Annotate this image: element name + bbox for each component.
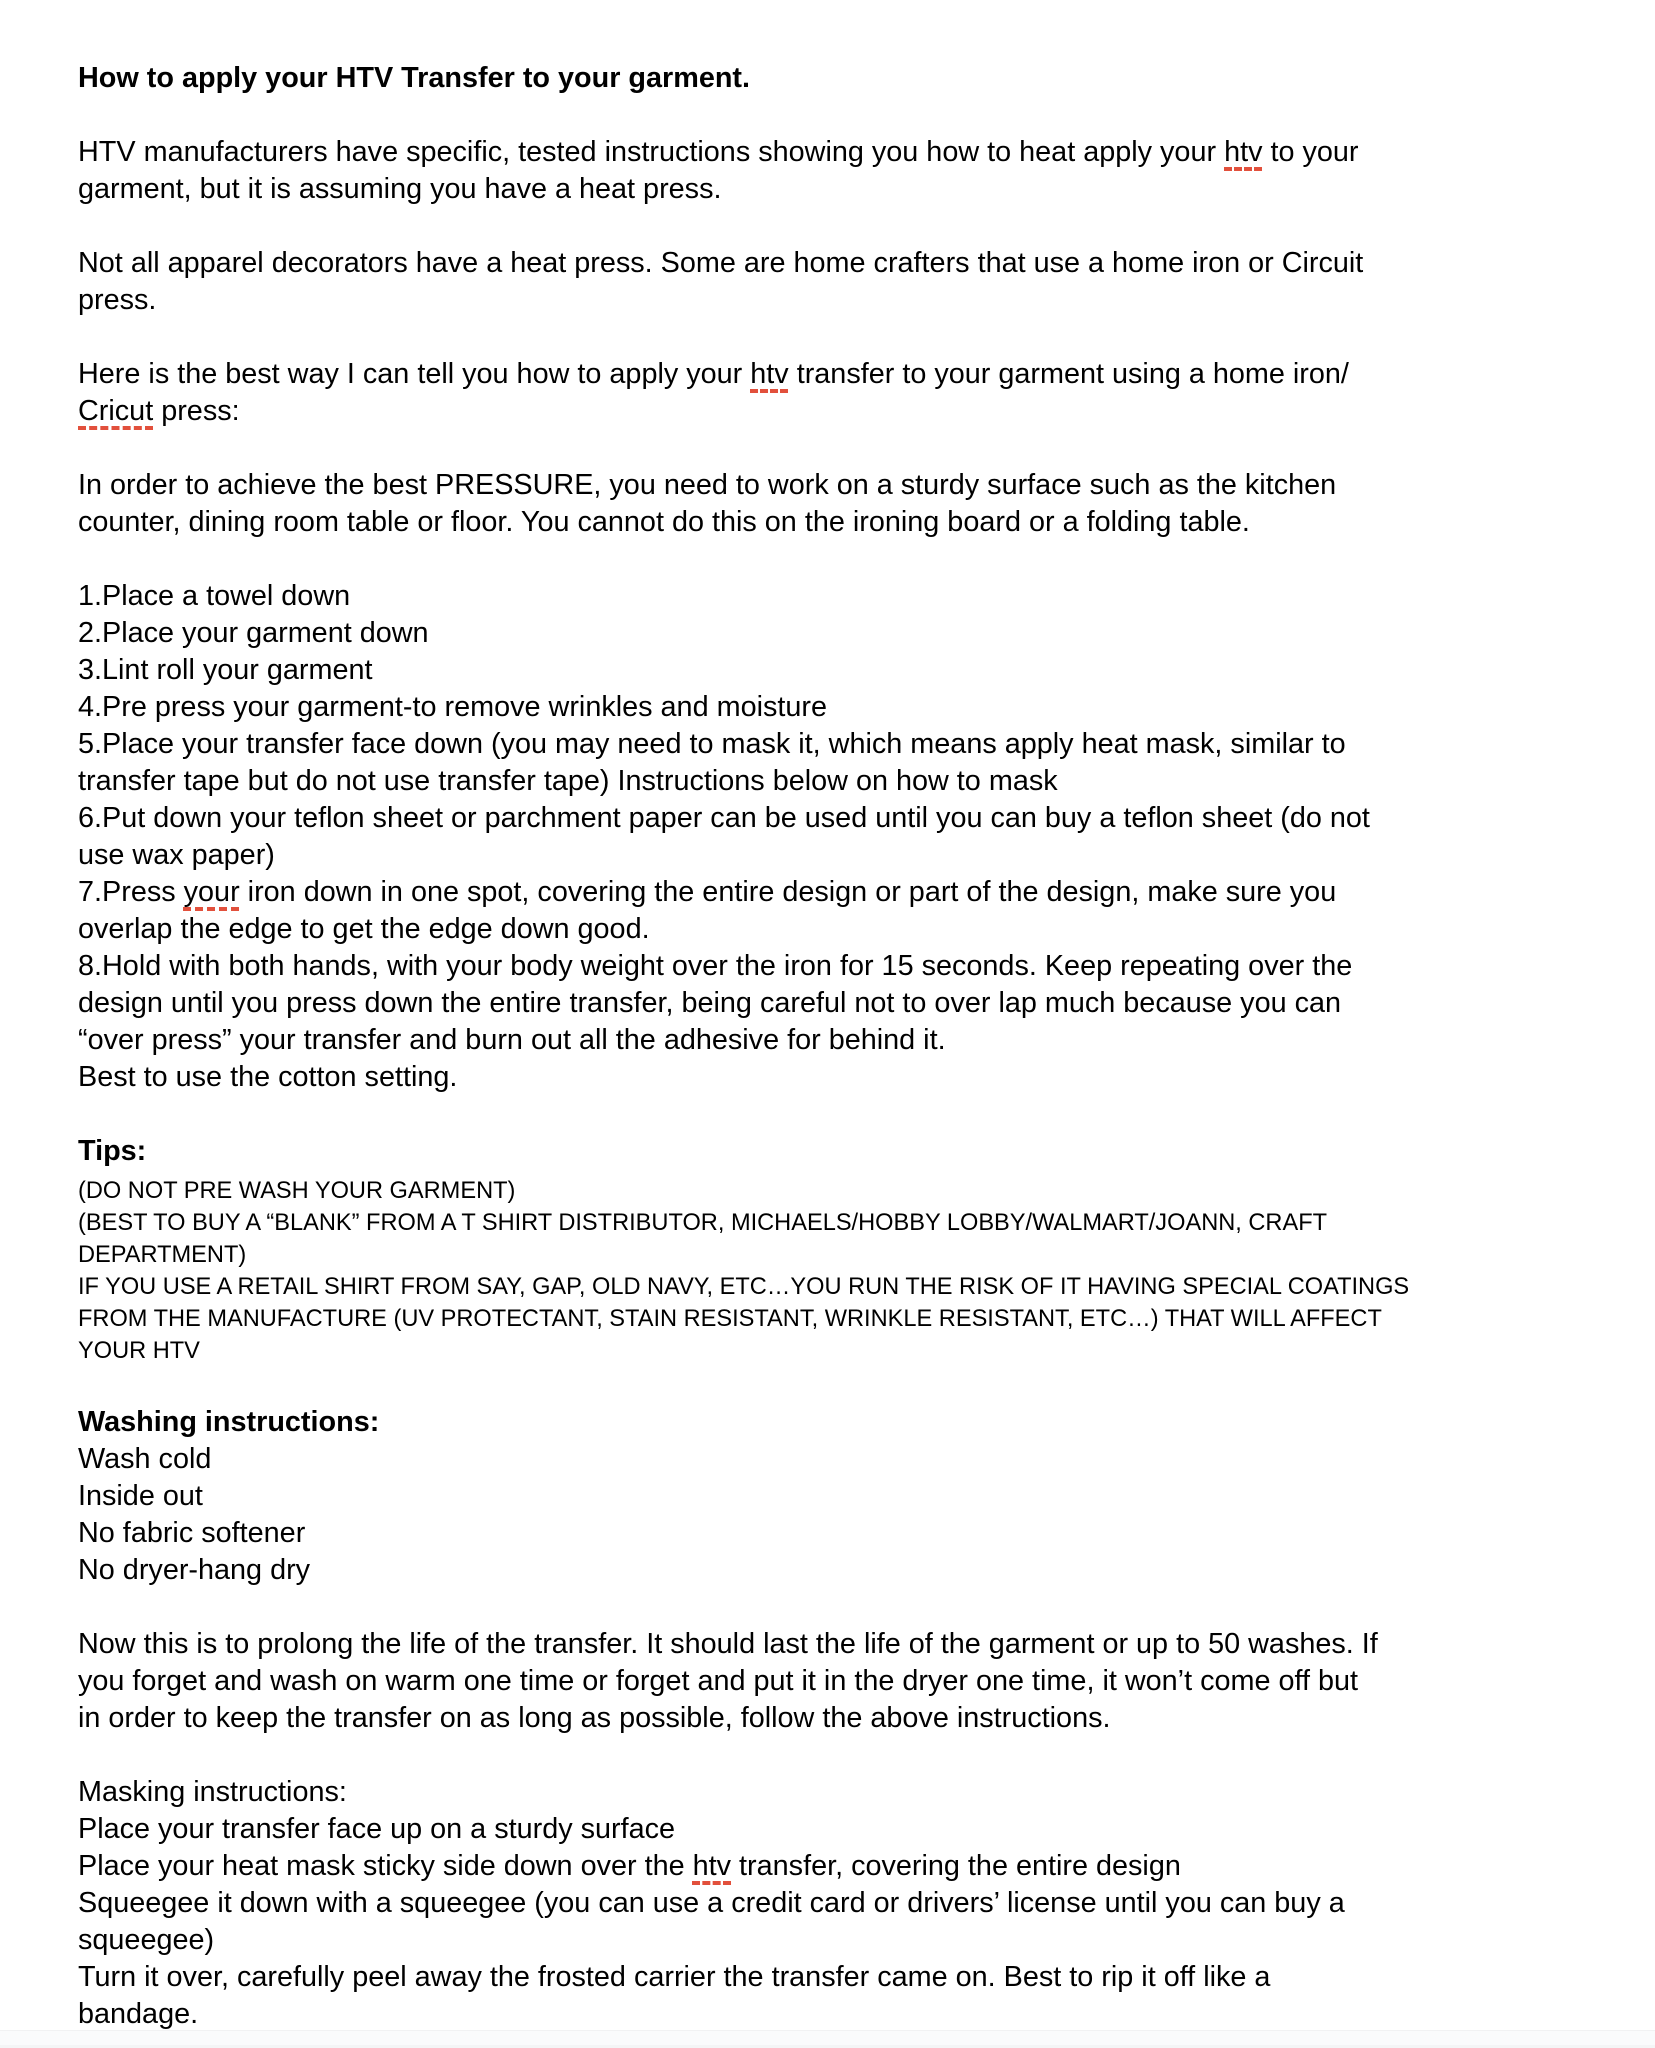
text-segment: HTV manufacturers have specific, tested instructions showing you how to heat apply your xyxy=(78,136,1225,168)
text-segment: Not all apparel decorators have a heat press. Some are home crafters that use a home iron or Circuit xyxy=(78,247,1364,279)
text-segment: FROM THE MANUFACTURE (UV PROTECTANT, STAIN RESISTANT, WRINKLE RESISTANT, ETC…) THAT WILL AFFECT xyxy=(78,1306,1382,1332)
text-line xyxy=(78,1552,1595,1589)
text-segment: Washing instructions: xyxy=(78,1406,380,1438)
text-segment: press. xyxy=(78,284,157,316)
text-segment: bandage. xyxy=(78,1998,199,2030)
para-prolong xyxy=(78,1626,1595,1737)
text-segment: 7.Press xyxy=(78,876,184,908)
text-line xyxy=(78,1441,1595,1478)
text-segment: Inside out xyxy=(78,1480,203,1512)
text-line xyxy=(78,1059,1595,1096)
text-line xyxy=(78,134,1595,171)
text-segment: 2.Place your garment down xyxy=(78,617,429,649)
text-line xyxy=(78,689,1595,726)
text-segment: YOUR HTV xyxy=(78,1338,200,1364)
text-segment: iron down in one spot, covering the entire design or part of the design, make sure you xyxy=(239,876,1337,908)
text-line xyxy=(78,1175,1595,1207)
text-line xyxy=(78,948,1595,985)
text-line xyxy=(78,1239,1595,1271)
misspelled-word: htv xyxy=(692,1850,732,1882)
text-line xyxy=(78,467,1595,504)
text-line xyxy=(78,1626,1595,1663)
misspelled-word: your xyxy=(183,876,240,908)
text-line xyxy=(78,60,1595,97)
text-segment: (DO NOT PRE WASH YOUR GARMENT) xyxy=(78,1178,516,1204)
text-segment: Squeegee it down with a squeegee (you can use a credit card or drivers’ license until you can buy a xyxy=(78,1887,1345,1919)
text-line xyxy=(78,985,1595,1022)
text-segment: to your xyxy=(1262,136,1359,168)
text-segment: No dryer-hang dry xyxy=(78,1554,311,1586)
text-line xyxy=(78,1207,1595,1239)
text-line xyxy=(78,1922,1595,1959)
washing-list xyxy=(78,1441,1595,1589)
text-line xyxy=(78,245,1595,282)
text-line xyxy=(78,282,1595,319)
misspelled-word: htv xyxy=(1224,136,1263,168)
text-segment: Turn it over, carefully peel away the frosted carrier the transfer came on. Best to rip it off like a xyxy=(78,1961,1271,1993)
text-line xyxy=(78,1700,1595,1737)
text-line xyxy=(78,837,1595,874)
text-line xyxy=(78,1774,1595,1811)
text-segment: 5.Place your transfer face down (you may need to mask it, which means apply heat mask, similar to xyxy=(78,728,1346,760)
misspelled-word: Cricut xyxy=(78,395,154,427)
text-segment: in order to keep the transfer on as long as possible, follow the above instructions. xyxy=(78,1702,1111,1734)
text-segment: use wax paper) xyxy=(78,839,275,871)
text-line xyxy=(78,1335,1595,1367)
text-segment: 6.Put down your teflon sheet or parchment paper can be used until you can buy a teflon sheet (do not xyxy=(78,802,1370,834)
text-line xyxy=(78,1663,1595,1700)
text-segment: squeegee) xyxy=(78,1924,215,1956)
text-line xyxy=(78,615,1595,652)
text-line xyxy=(78,1303,1595,1335)
text-line xyxy=(78,393,1595,430)
text-segment: IF YOU USE A RETAIL SHIRT FROM SAY, GAP, OLD NAVY, ETC…YOU RUN THE RISK OF IT HAVING SPECIAL COATINGS xyxy=(78,1274,1410,1300)
text-line xyxy=(78,1133,1595,1170)
text-line xyxy=(78,1811,1595,1848)
text-line xyxy=(78,1848,1595,1885)
text-segment: transfer, covering the entire design xyxy=(731,1850,1181,1882)
para-pressure xyxy=(78,467,1595,541)
text-line xyxy=(78,1022,1595,1059)
page-bottom-edge xyxy=(0,2030,1655,2048)
text-segment: Place your transfer face up on a sturdy surface xyxy=(78,1813,676,1845)
text-segment: Masking instructions: xyxy=(78,1776,347,1808)
text-segment: Now this is to prolong the life of the transfer. It should last the life of the garment or up to 50 washes. If xyxy=(78,1628,1378,1660)
text-line xyxy=(78,1885,1595,1922)
text-segment: Tips: xyxy=(78,1135,147,1167)
text-line xyxy=(78,1271,1595,1303)
text-segment: How to apply your HTV Transfer to your garment. xyxy=(78,62,751,94)
text-segment: you forget and wash on warm one time or forget and put it in the dryer one time, it won’t come off but xyxy=(78,1665,1359,1697)
text-segment: In order to achieve the best PRESSURE, you need to work on a sturdy surface such as the kitchen xyxy=(78,469,1337,501)
text-line xyxy=(78,1996,1595,2033)
text-segment: 3.Lint roll your garment xyxy=(78,654,373,686)
washing-heading xyxy=(78,1404,1595,1441)
tips-text xyxy=(78,1175,1595,1367)
text-segment: “over press” your transfer and burn out all the adhesive for behind it. xyxy=(78,1024,946,1056)
steps-list xyxy=(78,578,1595,1096)
para-intro xyxy=(78,134,1595,208)
text-segment: 1.Place a towel down xyxy=(78,580,351,612)
text-segment: No fabric softener xyxy=(78,1517,306,1549)
text-segment: garment, but it is assuming you have a heat press. xyxy=(78,173,722,205)
text-line xyxy=(78,763,1595,800)
text-line xyxy=(78,171,1595,208)
text-segment: (BEST TO BUY A “BLANK” FROM A T SHIRT DISTRIBUTOR, MICHAELS/HOBBY LOBBY/WALMART/JOANN, CRAFT xyxy=(78,1210,1328,1236)
text-line xyxy=(78,800,1595,837)
text-segment: counter, dining room table or floor. You cannot do this on the ironing board or a folding table. xyxy=(78,506,1250,538)
text-line xyxy=(78,578,1595,615)
text-line xyxy=(78,1959,1595,1996)
text-line xyxy=(78,1478,1595,1515)
text-line xyxy=(78,726,1595,763)
text-segment: Here is the best way I can tell you how to apply your xyxy=(78,358,751,390)
text-segment: 8.Hold with both hands, with your body weight over the iron for 15 seconds. Keep repeating over the xyxy=(78,950,1353,982)
text-line xyxy=(78,911,1595,948)
text-segment: overlap the edge to get the edge down good. xyxy=(78,913,650,945)
text-segment: DEPARTMENT) xyxy=(78,1242,247,1268)
text-segment: 4.Pre press your garment-to remove wrinkles and moisture xyxy=(78,691,828,723)
text-segment: Best to use the cotton setting. xyxy=(78,1061,458,1093)
para-best-way xyxy=(78,356,1595,430)
doc-title xyxy=(78,60,1595,97)
text-line xyxy=(78,1404,1595,1441)
text-segment: transfer tape but do not use transfer tape) Instructions below on how to mask xyxy=(78,765,1058,797)
masking-section xyxy=(78,1774,1595,2033)
text-segment: press: xyxy=(153,395,240,427)
tips-heading xyxy=(78,1133,1595,1170)
text-segment: Wash cold xyxy=(78,1443,212,1475)
text-segment: transfer to your garment using a home iron/ xyxy=(788,358,1349,390)
misspelled-word: htv xyxy=(750,358,789,390)
text-segment: Place your heat mask sticky side down over the xyxy=(78,1850,693,1882)
para-decorators xyxy=(78,245,1595,319)
text-line xyxy=(78,652,1595,689)
text-line xyxy=(78,1515,1595,1552)
text-line xyxy=(78,874,1595,911)
text-segment: design until you press down the entire transfer, being careful not to over lap much because you can xyxy=(78,987,1342,1019)
text-line xyxy=(78,504,1595,541)
text-line xyxy=(78,356,1595,393)
